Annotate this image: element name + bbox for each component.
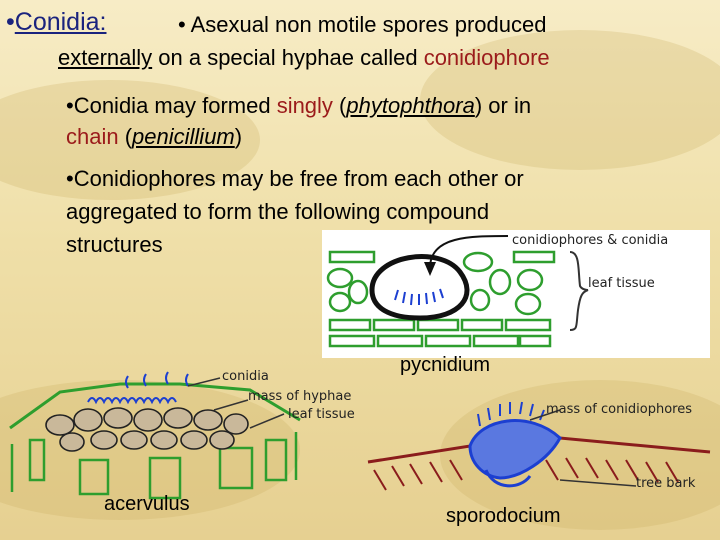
text: ( — [118, 124, 133, 149]
label-leaf-tissue-acervulus: leaf tissue — [288, 407, 355, 422]
label-conidia: conidia — [222, 369, 269, 384]
term-conidia: Conidia: — [14, 8, 107, 36]
word-chain: chain — [66, 124, 119, 149]
word-externally: externally — [58, 45, 153, 70]
text: ) or in — [474, 93, 532, 118]
label-tree-bark: tree bark — [636, 476, 696, 491]
point2-line1: •Conidiophores may be free from each other or — [66, 166, 524, 191]
label-conidiophores-conidia: conidiophores & conidia — [512, 233, 669, 248]
pycnidium-panel — [322, 230, 710, 358]
caption-acervulus: acervulus — [104, 493, 190, 515]
word-penicillium: penicillium — [132, 124, 235, 149]
caption-pycnidium: pycnidium — [400, 354, 491, 376]
label-mass-of-hyphae: mass of hyphae — [248, 389, 352, 404]
text: ( — [332, 93, 347, 118]
bullet: • — [6, 8, 15, 36]
point2-line3: structures — [66, 232, 163, 257]
point2-line2: aggregated to form the following compound — [66, 199, 490, 224]
heading-line2-text: on a special hyphae called — [152, 45, 424, 70]
text: •Conidia may formed — [66, 93, 277, 118]
label-mass-of-conidiophores: mass of conidiophores — [546, 402, 693, 417]
bullet: • — [178, 12, 186, 37]
label-leaf-tissue: leaf tissue — [588, 276, 655, 291]
word-phytophthora: phytophthora — [346, 93, 475, 118]
word-conidiophore: conidiophore — [423, 45, 550, 70]
heading-line1-text: Asexual non motile spores produced — [190, 12, 547, 37]
text: ) — [234, 124, 243, 149]
word-singly: singly — [276, 93, 333, 118]
caption-sporodocium: sporodocium — [446, 505, 561, 527]
